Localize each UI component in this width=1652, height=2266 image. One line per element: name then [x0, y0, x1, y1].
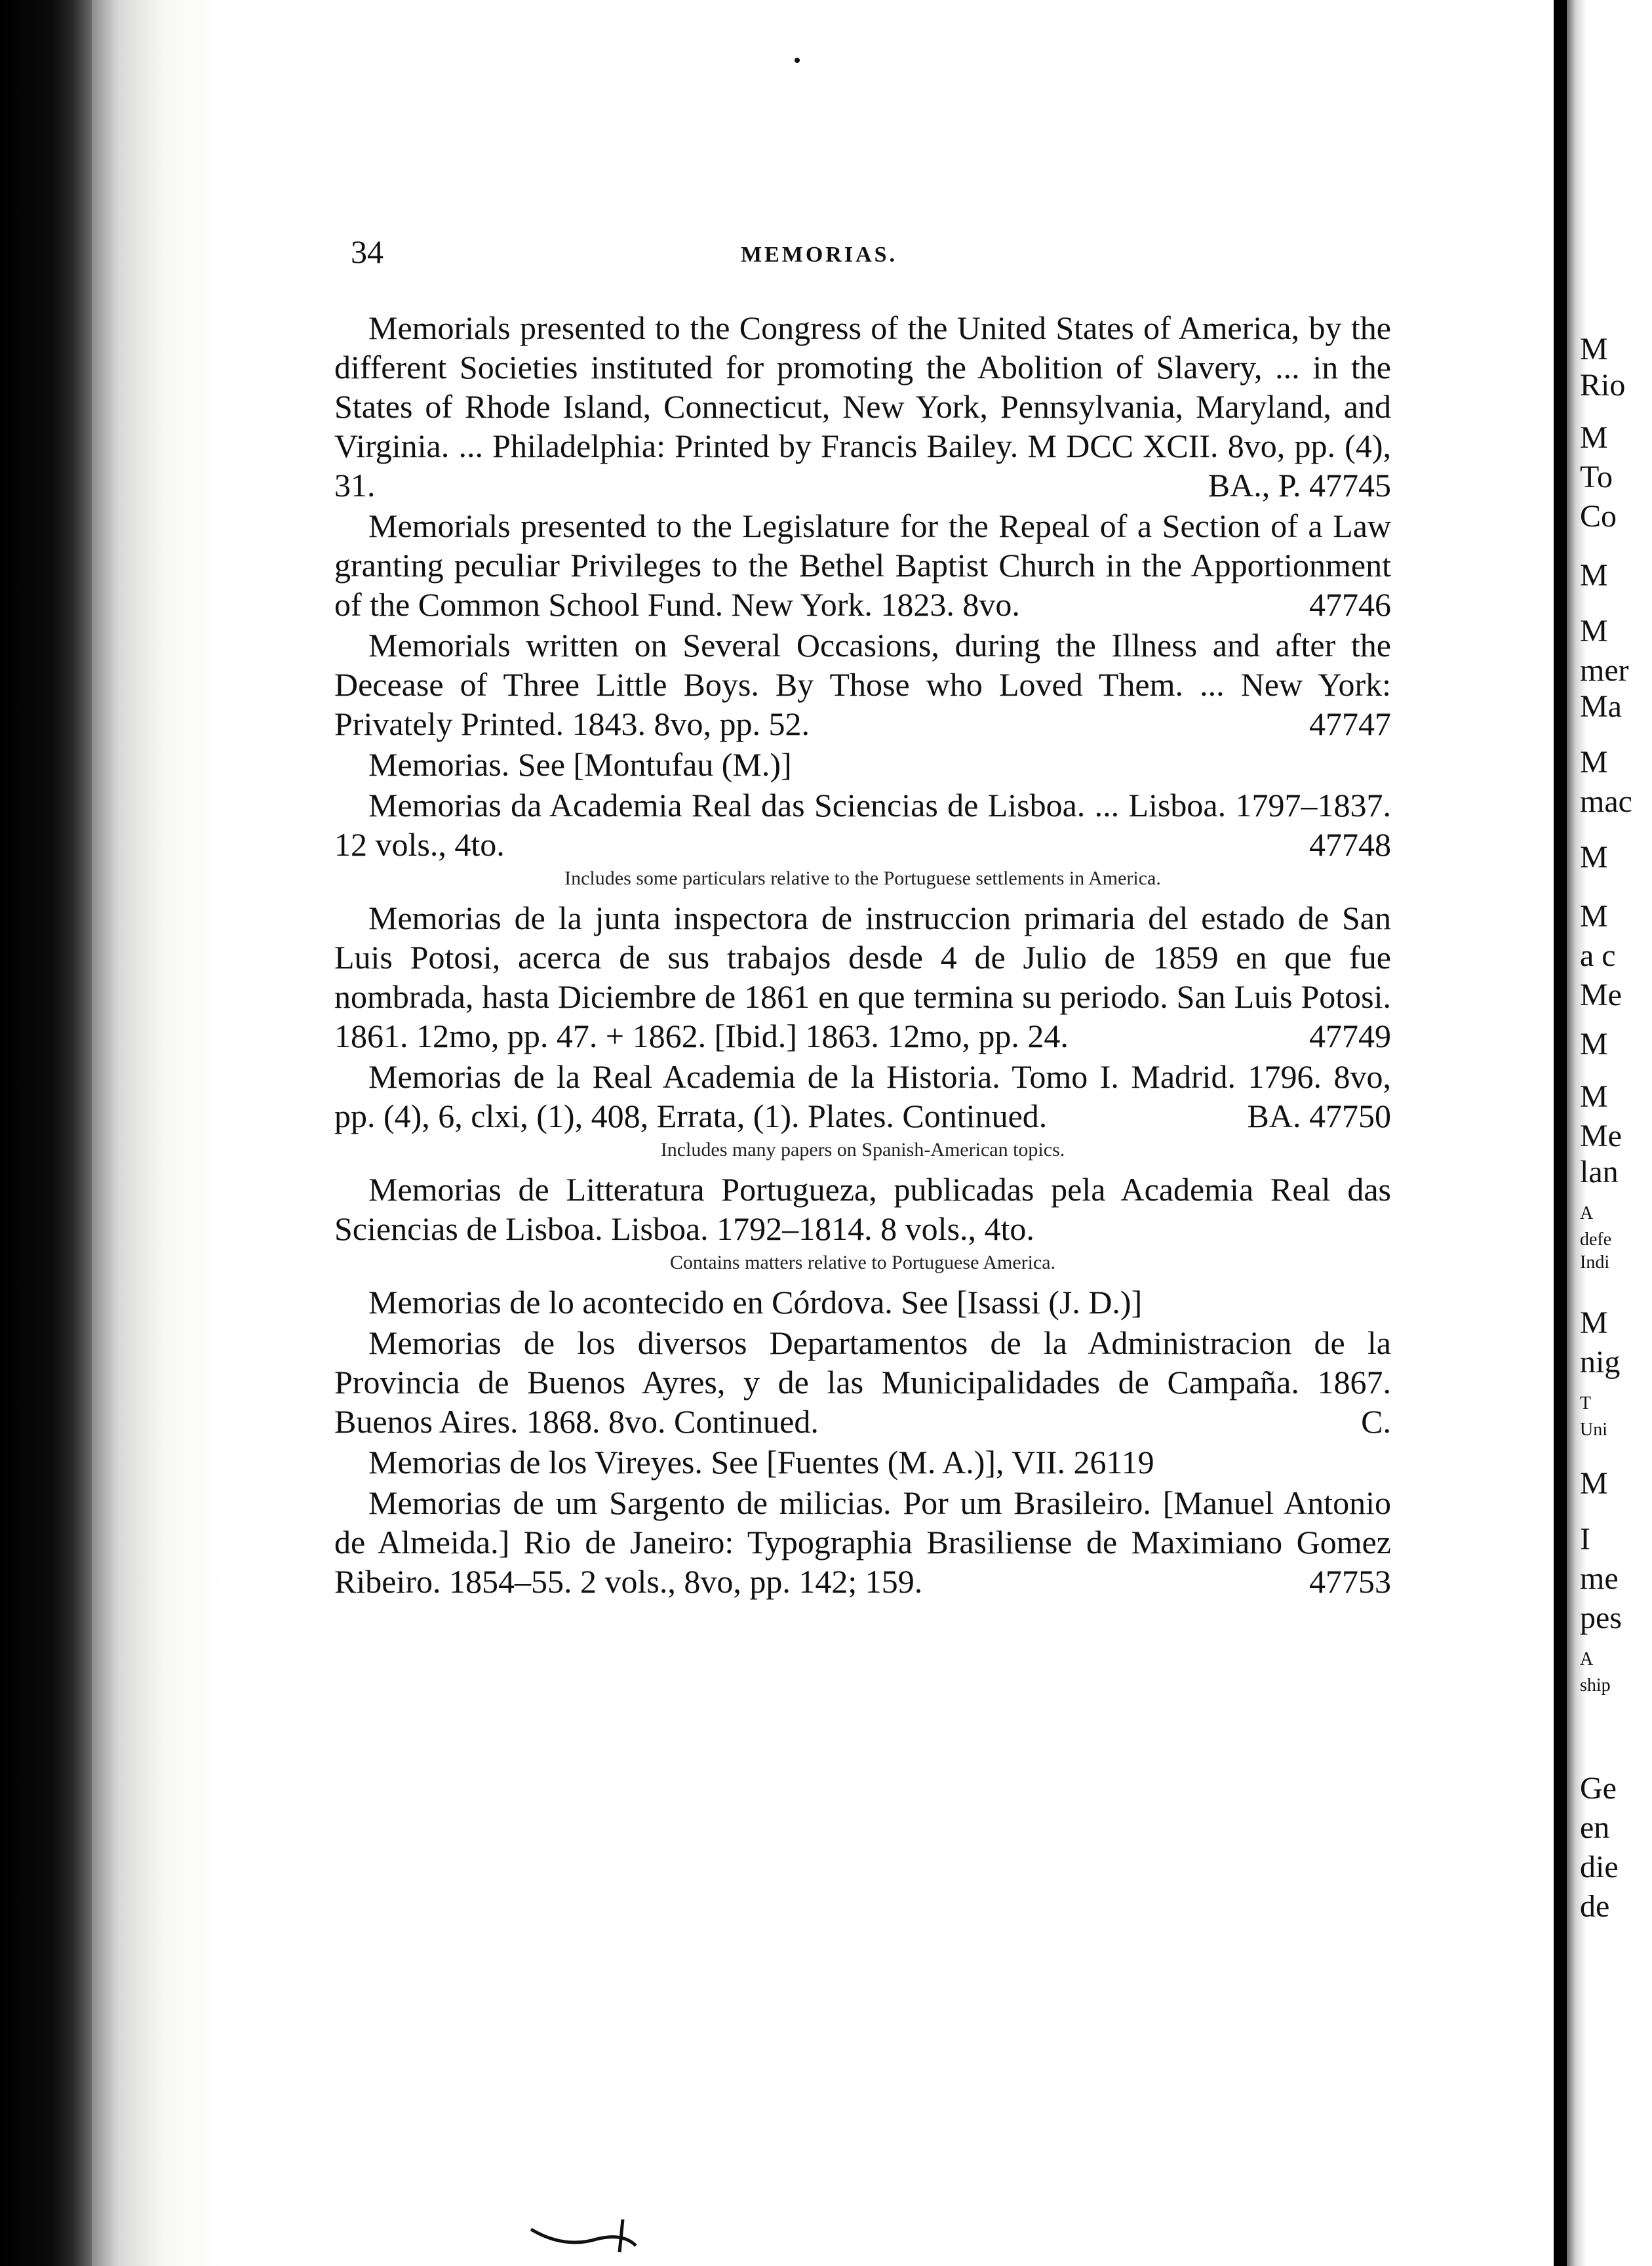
- entry-text: Memorias. See [Montufau (M.)]: [368, 746, 792, 783]
- entry-number: 47753: [1309, 1563, 1391, 1600]
- facing-fragment: defe: [1580, 1229, 1612, 1250]
- entry-text: Memorials presented to the Congress of the United States of America, by the different Societies instituted for promoting the Abolition of Slavery, ... in the States of Rhode Island, Connecticut, New York, Pennsylvania, Maryland, and Virginia. ... Philadelphia: Printed by Francis Bailey. M DCC XCII. 8vo, pp. (4), 31.: [334, 309, 1391, 504]
- facing-fragment: me: [1580, 1561, 1619, 1596]
- bibliography-entry: [334, 785, 1391, 864]
- facing-fragment: M: [1580, 840, 1608, 875]
- facing-fragment: M: [1580, 1079, 1608, 1114]
- page-number: 34: [351, 233, 384, 270]
- entry-text: Memorias de los diversos Departamentos de la Administracion de la Provincia de Buenos Ayres, y de las Municipalidades de Campaña. 1867. Buenos Aires. 1868. 8vo. Continued.: [334, 1324, 1391, 1440]
- facing-fragment: Uni: [1580, 1420, 1607, 1440]
- entry-note: Includes some particulars relative to the Portuguese settlements in America.: [564, 867, 1161, 889]
- book-gutter: [1554, 0, 1567, 2266]
- facing-fragment: de: [1580, 1889, 1610, 1924]
- facing-fragment: mer: [1580, 653, 1629, 688]
- cross-reference-entry: [334, 745, 1391, 784]
- entry-number: 47746: [1309, 586, 1391, 623]
- facing-fragment: Ge: [1580, 1771, 1617, 1806]
- facing-fragment: M: [1580, 899, 1608, 934]
- facing-fragment: Co: [1580, 499, 1617, 534]
- facing-fragment: I: [1580, 1522, 1590, 1557]
- entry-note: Contains matters relative to Portuguese America.: [669, 1252, 1056, 1273]
- bibliography-entry: [334, 506, 1391, 624]
- facing-fragment: Indi: [1580, 1252, 1610, 1273]
- bibliography-entry: [334, 1323, 1391, 1441]
- bibliography-entry: [334, 1170, 1391, 1248]
- bibliography-entry: [334, 626, 1391, 744]
- facing-fragment: en: [1580, 1810, 1610, 1845]
- facing-fragment: To: [1580, 460, 1613, 494]
- facing-fragment: M: [1580, 1027, 1608, 1062]
- facing-fragment: nig: [1580, 1345, 1621, 1380]
- entry-text: Memorias de um Sargento de milicias. Por um Brasileiro. [Manuel Antonio de Almeida.] Rio de Janeiro: Typographia Brasiliense de Maximiano Gomez Ribeiro. 1854–55. 2 vols., 8vo, pp. 142; 159.: [334, 1484, 1391, 1600]
- facing-fragment: Rio: [1580, 368, 1626, 403]
- facing-fragment: a c: [1580, 938, 1616, 973]
- facing-fragment: pes: [1580, 1600, 1622, 1635]
- facing-fragment: A: [1580, 1649, 1594, 1669]
- cross-reference-entry: [334, 1442, 1391, 1482]
- bibliography-entry: [334, 308, 1391, 505]
- entry-text: Memorias de lo acontecido en Córdova. See [Isassi (J. D.)]: [368, 1284, 1143, 1321]
- facing-fragment: Ma: [1580, 689, 1622, 724]
- facing-fragment: M: [1580, 332, 1608, 367]
- page-clip-mark: [524, 2216, 682, 2256]
- bibliography-entry: [334, 1057, 1391, 1136]
- entry-text: Memorias de la junta inspectora de instruccion primaria del estado de San Luis Potosi, acerca de sus trabajos desde 4 de Julio de 1859 en que fue nombrada, hasta Diciembre de 1861 en que termina su periodo. San Luis Potosi. 1861. 12mo, pp. 47. + 1862. [Ibid.] 1863. 12mo, pp. 24.: [334, 900, 1391, 1054]
- entry-number: 47749: [1309, 1018, 1391, 1054]
- entry-text: Memorials written on Several Occasions, during the Illness and after the Decease of Three Little Boys. By Those who Loved Them. ... New York: Privately Printed. 1843. 8vo, pp. 52.: [334, 627, 1391, 742]
- entry-text: Memorias de la Real Academia de la Historia. Tomo I. Madrid. 1796. 8vo, pp. (4), 6, clxi, (1), 408, Errata, (1). Plates. Continued.: [334, 1058, 1391, 1134]
- bibliography-entry: [334, 898, 1391, 1056]
- entry-text: Memorials presented to the Legislature for the Repeal of a Section of a Law granting peculiar Privileges to the Bethel Baptist Church in the Apportionment of the Common School Fund. New York. 1823. 8vo.: [334, 507, 1391, 623]
- facing-fragment: Me: [1580, 978, 1622, 1012]
- entry-text: Memorias de los Vireyes. See [Fuentes (M. A.)], VII. 26119: [368, 1444, 1154, 1481]
- bibliography-entry: [334, 1483, 1391, 1601]
- facing-fragment: A: [1580, 1203, 1594, 1223]
- facing-fragment: M: [1580, 614, 1608, 648]
- book-spine-shadow: [0, 0, 92, 2266]
- entry-number: BA. 47750: [1247, 1098, 1391, 1134]
- bibliography-entries: [334, 308, 1391, 1602]
- entry-note: Includes many papers on Spanish-American topics.: [660, 1139, 1065, 1161]
- facing-fragment: M: [1580, 1305, 1608, 1340]
- facing-fragment: die: [1580, 1850, 1619, 1884]
- facing-fragment: M: [1580, 1466, 1608, 1501]
- facing-fragment: ship: [1580, 1675, 1611, 1696]
- ink-speck: [795, 58, 800, 63]
- running-head: MEMORIAS.: [741, 243, 898, 267]
- entry-text: Memorias de Litteratura Portugueza, publicadas pela Academia Real das Sciencias de Lisboa. Lisboa. 1792–1814. 8 vols., 4to.: [334, 1171, 1391, 1247]
- facing-fragment: lan: [1580, 1155, 1619, 1189]
- entry-number: 47748: [1309, 826, 1391, 863]
- entry-number: C.: [1361, 1403, 1391, 1440]
- entry-number: BA., P. 47745: [1208, 467, 1391, 504]
- cross-reference-entry: [334, 1282, 1391, 1322]
- entry-number: 47747: [1309, 706, 1391, 742]
- facing-fragment: M: [1580, 420, 1608, 455]
- entry-text: Memorias da Academia Real das Sciencias de Lisboa. ... Lisboa. 1797–1837. 12 vols., 4to.: [334, 787, 1391, 863]
- facing-fragment: M: [1580, 558, 1608, 593]
- facing-fragment: mac: [1580, 784, 1632, 819]
- facing-fragment: Me: [1580, 1119, 1622, 1153]
- facing-fragment: T: [1580, 1393, 1592, 1414]
- facing-fragment: M: [1580, 745, 1608, 780]
